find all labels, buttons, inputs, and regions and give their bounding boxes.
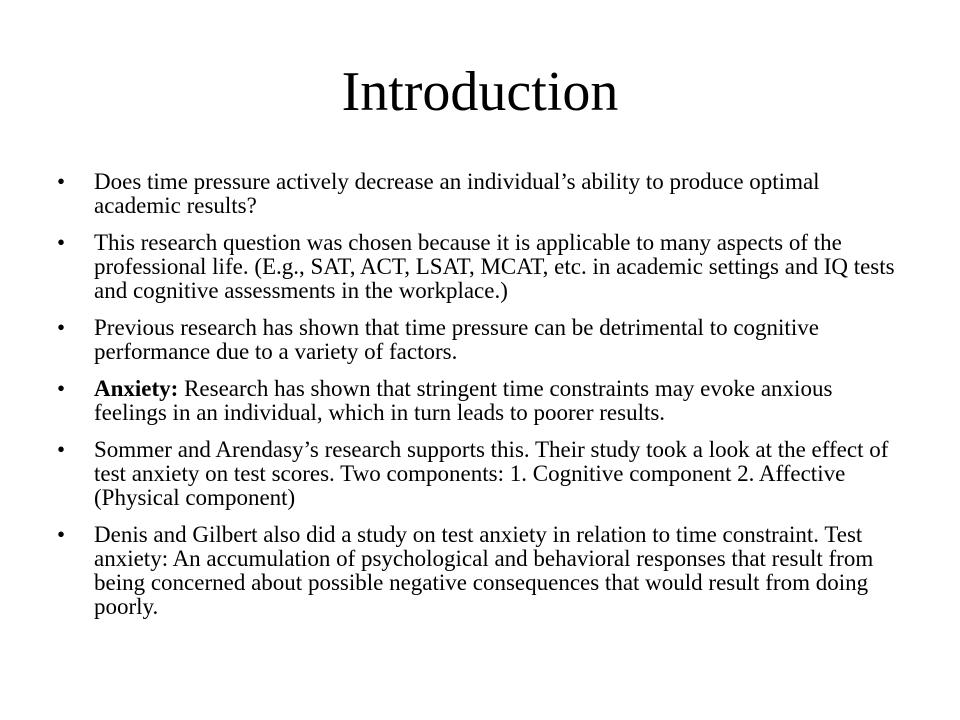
bullet-item	[57, 377, 907, 425]
bullet-icon: •	[57, 315, 66, 340]
bullet-item	[57, 523, 907, 619]
bullet-icon: •	[57, 437, 66, 462]
bullet-list	[57, 170, 907, 632]
bullet-text: Research has shown that stringent time constraints may evoke anxious feelings in an individual, which in turn leads to poorer results.	[94, 376, 833, 425]
bullet-text: This research question was chosen because it is applicable to many aspects of the professional life. (E.g., SAT, ACT, LSAT, MCAT, etc. in academic settings and IQ tests and cognitive assessments in the workplace.)	[94, 230, 895, 303]
bullet-text: Sommer and Arendasy’s research supports this. Their study took a look at the effect of test anxiety on test scores. Two components: 1. Cognitive component 2. Affective (Physical component)	[94, 437, 889, 510]
bullet-icon: •	[57, 230, 66, 255]
bullet-item	[57, 170, 907, 218]
bullet-item	[57, 438, 907, 510]
bullet-item	[57, 316, 907, 364]
bullet-item	[57, 231, 907, 303]
slide-title: Introduction	[341, 61, 619, 123]
bullet-icon: •	[57, 522, 66, 547]
bullet-text: Denis and Gilbert also did a study on test anxiety in relation to time constraint. Test anxiety: An accumulation of psychological and behavioral responses that result from being concerned about possible negative consequences that would result from doing poorly.	[94, 522, 874, 619]
bullet-text: Previous research has shown that time pressure can be detrimental to cognitive performance due to a variety of factors.	[94, 315, 819, 364]
bullet-icon: •	[57, 169, 66, 194]
bullet-text: Does time pressure actively decrease an individual’s ability to produce optimal academic results?	[94, 169, 820, 218]
bullet-lead-label: Anxiety:	[94, 376, 179, 401]
bullet-icon: •	[57, 376, 66, 401]
